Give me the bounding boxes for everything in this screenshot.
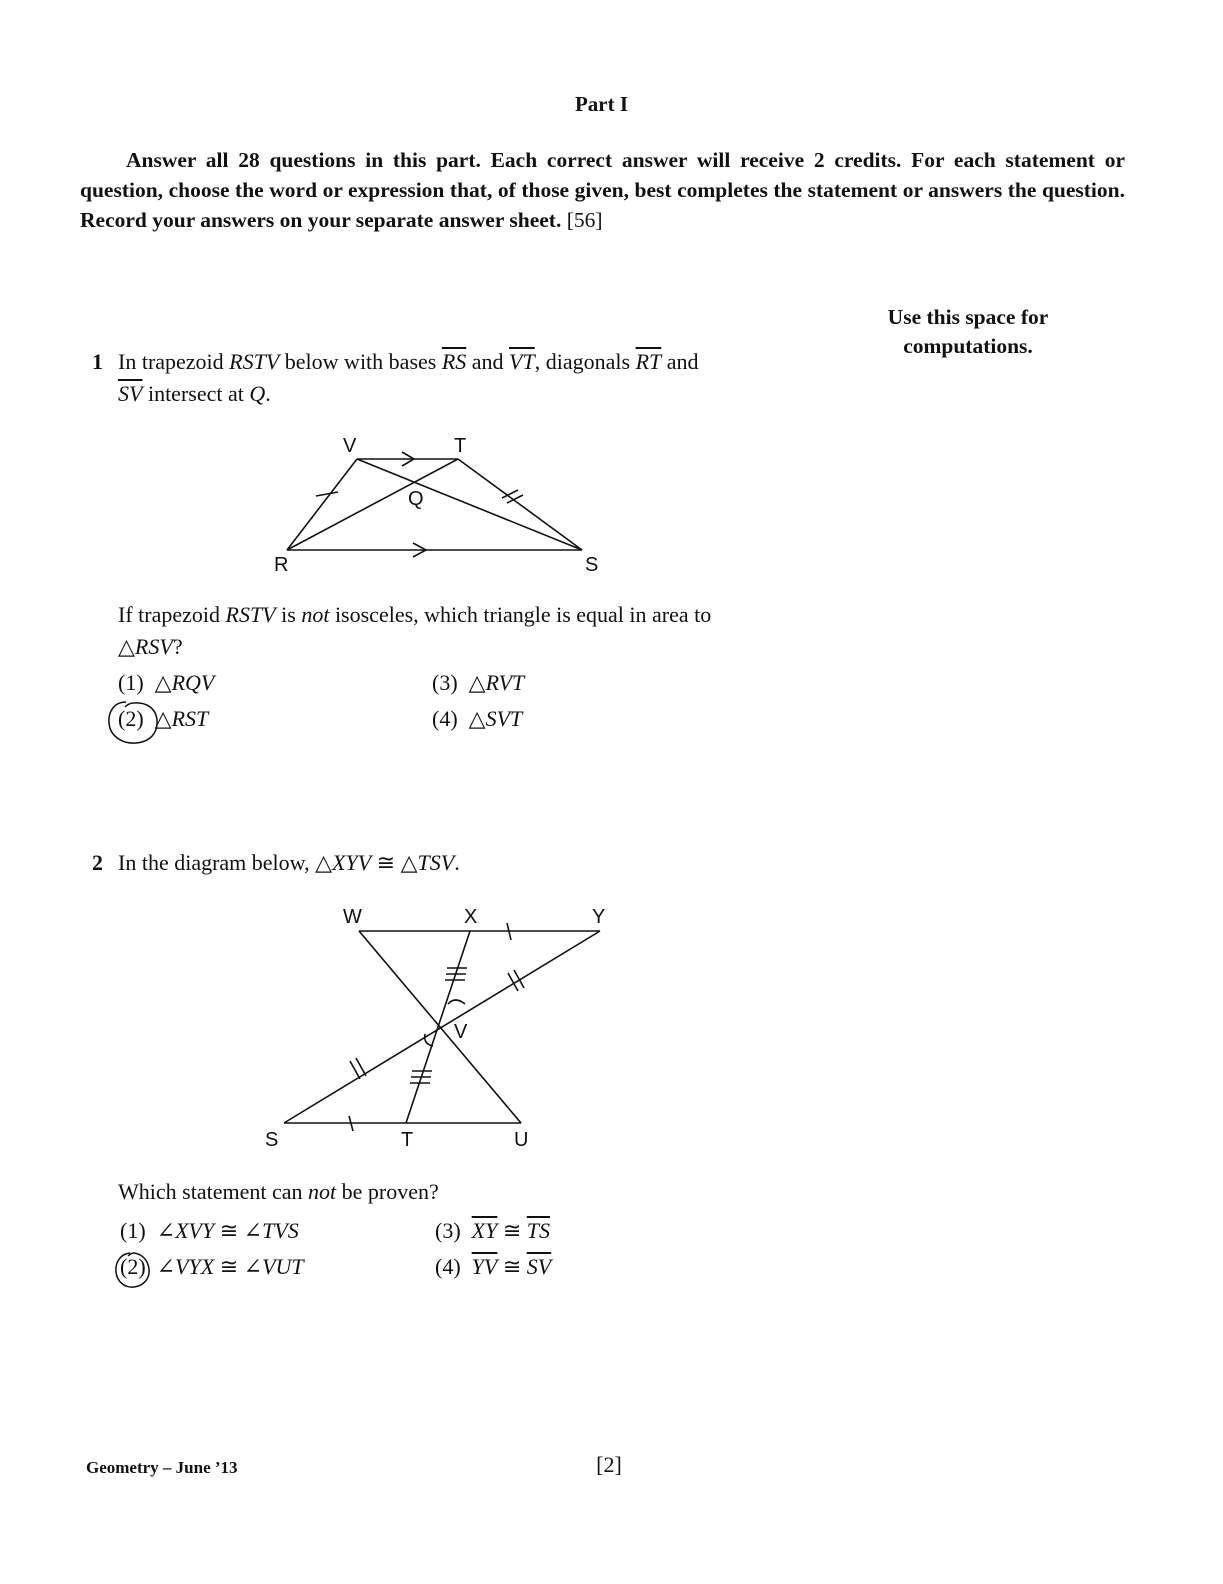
question-1-number: 1 bbox=[92, 349, 103, 374]
q2-prompt-a: Which statement can bbox=[118, 1179, 308, 1204]
choice-right: $\overline{TS}$ bbox=[526, 1218, 551, 1243]
choice-text: RVT bbox=[485, 670, 525, 695]
segment-vt: $\overline{VT}$ bbox=[509, 349, 535, 374]
tick-rv bbox=[316, 492, 338, 496]
choice-text: RQV bbox=[171, 670, 215, 695]
label-w: W bbox=[343, 906, 362, 928]
label-s: S bbox=[265, 1129, 279, 1151]
trapezoid-diagram bbox=[250, 428, 630, 578]
computation-note-line2: computations. bbox=[903, 334, 1033, 358]
segment-sv: $\overline{SV}$ bbox=[118, 381, 143, 406]
leg-ts bbox=[458, 459, 582, 550]
choice-text: RST bbox=[171, 706, 209, 731]
choice-right: ∠TVS bbox=[243, 1218, 299, 1243]
congruence-symbol: ≅ bbox=[214, 1254, 244, 1279]
instructions-text: Answer all 28 questions in this part. Each correct answer will receive 2 credits. For each statement or question, choose the word or expression that, of those given, best completes the statement or answers the question. Record your answers on your separate answer sheet. bbox=[80, 148, 1125, 232]
label-s: S bbox=[585, 554, 599, 576]
q1-and1: and bbox=[466, 349, 510, 374]
segment-wu bbox=[359, 931, 521, 1123]
q1-period: . bbox=[265, 381, 271, 406]
q1-choice-4[interactable] bbox=[432, 706, 522, 732]
q1-text-c: below with bases bbox=[279, 349, 442, 374]
segment-rt: $\overline{RT}$ bbox=[635, 349, 662, 374]
angle-arc-xvy bbox=[448, 1000, 465, 1004]
q2-choice-4[interactable] bbox=[435, 1254, 551, 1280]
triangle-symbol: △ bbox=[468, 706, 486, 731]
q1-prompt-g: RSV bbox=[134, 634, 173, 659]
part-title: Part I bbox=[574, 92, 629, 116]
q1-prompt-a: If trapezoid bbox=[118, 602, 226, 627]
label-t: T bbox=[401, 1129, 414, 1151]
question-1-intro bbox=[92, 346, 812, 410]
question-2-number: 2 bbox=[92, 850, 103, 875]
triangle-symbol: △ bbox=[154, 670, 172, 695]
q1-text-d: , diagonals bbox=[534, 349, 636, 374]
choice-left: $\overline{XY}$ bbox=[471, 1218, 498, 1243]
q2-text-a: In the diagram below, bbox=[118, 850, 316, 875]
q2-choice-3[interactable] bbox=[435, 1218, 550, 1244]
choice-number: (4) bbox=[435, 1254, 461, 1279]
q1-and2: and bbox=[661, 349, 699, 374]
q1-point-q: Q bbox=[249, 381, 266, 406]
congruence-symbol: ≅ bbox=[497, 1254, 527, 1279]
q1-text-e: intersect at bbox=[142, 381, 250, 406]
page-number: [2] bbox=[596, 1452, 622, 1477]
choice-number: (4) bbox=[432, 706, 458, 731]
q1-text-b: RSTV bbox=[229, 349, 280, 374]
diagonal-sv bbox=[357, 459, 582, 550]
triangle-symbol: △ bbox=[468, 670, 486, 695]
choice-number: (3) bbox=[435, 1218, 461, 1243]
choice-left: ∠VYX bbox=[156, 1254, 215, 1279]
choice-text: SVT bbox=[485, 706, 523, 731]
q1-prompt-h: ? bbox=[172, 634, 183, 659]
label-x: X bbox=[464, 906, 478, 928]
q2-text-c: XYV bbox=[332, 850, 372, 875]
congruent-triangles-diagram bbox=[255, 898, 635, 1156]
q2-text-b: △ bbox=[315, 850, 333, 875]
q2-prompt-c: be proven? bbox=[336, 1179, 439, 1204]
q2-choice-1[interactable] bbox=[120, 1218, 299, 1244]
choice-number: (1) bbox=[118, 670, 144, 695]
q1-prompt-e: isosceles, which triangle is equal in area to bbox=[329, 602, 712, 627]
label-q: Q bbox=[408, 488, 424, 510]
congruence-symbol: ≅ bbox=[214, 1218, 244, 1243]
choice-number: (3) bbox=[432, 670, 458, 695]
label-r: R bbox=[274, 554, 289, 576]
q2-text-g: . bbox=[454, 850, 460, 875]
q2-prompt-b: not bbox=[307, 1179, 337, 1204]
label-u: U bbox=[514, 1129, 529, 1151]
q1-prompt-c: is bbox=[275, 602, 302, 627]
question-2-intro bbox=[92, 847, 792, 879]
exam-name: Geometry – June ’13 bbox=[86, 1458, 238, 1477]
choice-number: (1) bbox=[120, 1218, 146, 1243]
segment-rs: $\overline{RS}$ bbox=[441, 349, 467, 374]
q1-choice-1[interactable] bbox=[118, 670, 214, 696]
choice-right: ∠VUT bbox=[243, 1254, 304, 1279]
choice-left: ∠XVY bbox=[156, 1218, 215, 1243]
credit-total: [56] bbox=[566, 208, 603, 232]
choice-number: (2) bbox=[118, 706, 144, 731]
label-t: T bbox=[454, 435, 467, 457]
q1-prompt-b: RSTV bbox=[225, 602, 276, 627]
computation-note-line1: Use this space for bbox=[887, 305, 1049, 329]
question-1-prompt bbox=[118, 599, 818, 663]
choice-right: $\overline{SV}$ bbox=[526, 1254, 552, 1279]
instructions bbox=[80, 145, 1125, 235]
label-y: Y bbox=[592, 906, 606, 928]
choice-number: (2) bbox=[120, 1254, 146, 1279]
q2-answer-circle bbox=[110, 1248, 158, 1294]
label-v: V bbox=[454, 1021, 468, 1043]
triangle-symbol: △ bbox=[154, 706, 172, 731]
diagonal-rt bbox=[287, 459, 458, 550]
q2-text-f: TSV bbox=[417, 850, 455, 875]
computation-space-note bbox=[855, 303, 1081, 361]
q1-choice-3[interactable] bbox=[432, 670, 524, 696]
question-2-prompt bbox=[118, 1176, 818, 1208]
q1-text-a: In trapezoid bbox=[118, 349, 230, 374]
choice-left: $\overline{YV}$ bbox=[471, 1254, 498, 1279]
congruence-symbol: ≅ bbox=[497, 1218, 527, 1243]
label-v: V bbox=[343, 435, 357, 457]
q1-answer-circle bbox=[104, 698, 168, 750]
q2-text-d: ≅ bbox=[371, 850, 401, 875]
q1-prompt-d: not bbox=[301, 602, 330, 627]
segment-ys bbox=[284, 931, 600, 1123]
q1-prompt-f: △ bbox=[118, 634, 135, 659]
q2-text-e: △ bbox=[400, 850, 418, 875]
leg-rv bbox=[287, 459, 357, 550]
